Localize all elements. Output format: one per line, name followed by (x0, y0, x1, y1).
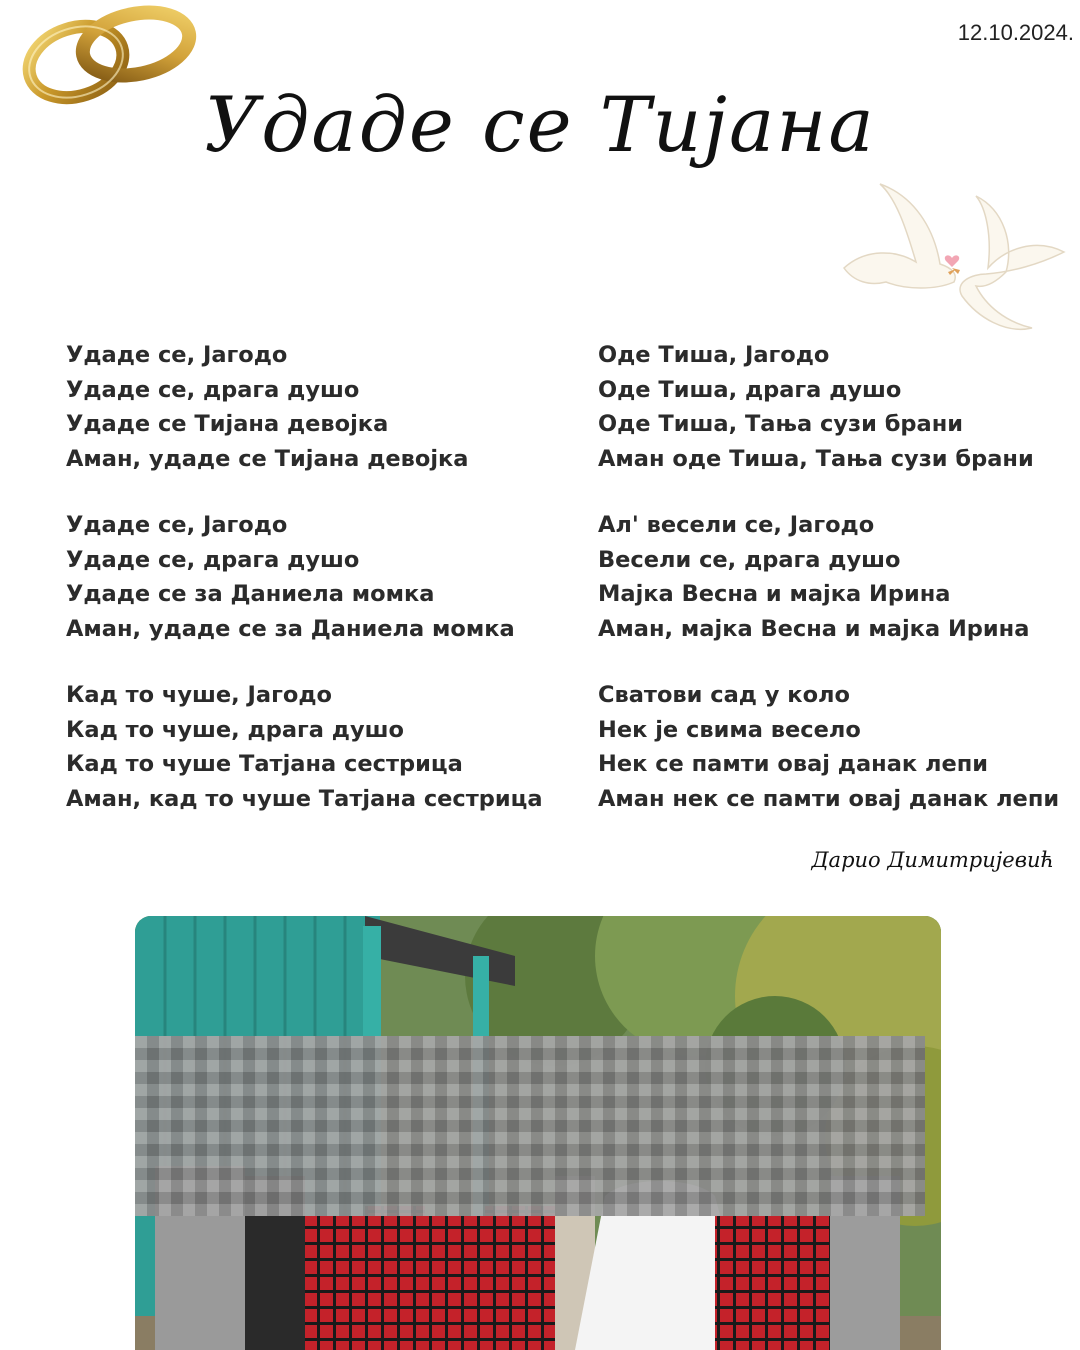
lyric-line: Оде Тиша, Тања сузи брани (598, 411, 964, 437)
lyric-line: Весели се, драга душо (598, 546, 901, 573)
stanza (598, 338, 1068, 476)
lyric-line: Удаде се, Јагодо (66, 342, 288, 368)
lyric-line: Кад то чуше Татјана сестрица (66, 751, 463, 777)
lyric-line: Удаде се, драга душо (66, 546, 360, 573)
author-signature: Дарио Димитријевић (811, 848, 1054, 872)
lyric-line: Оде Тиша, драга душо (598, 376, 902, 403)
stanza (66, 338, 586, 476)
lyric-line: Кад то чуше, Јагодо (66, 682, 332, 708)
stanza (598, 508, 1068, 646)
lyric-line: Кад то чуше, драга душо (66, 716, 404, 743)
poem-title: Удаде се Тијана (204, 80, 876, 169)
lyric-line: Удаде се за Даниела момка (66, 581, 435, 607)
lyrics-right-column (598, 338, 1068, 848)
lyric-line: Оде Тиша, Јагодо (598, 342, 830, 368)
lyric-line: Аман оде Тиша, Тања сузи брани (598, 445, 1034, 472)
lyric-line: Мајка Весна и мајка Ирина (598, 581, 951, 607)
lyric-line: Ал' весели се, Јагодо (598, 512, 875, 538)
lyric-line: Сватови сад у коло (598, 682, 850, 708)
lyric-line: Удаде се, Јагодо (66, 512, 288, 538)
group-photo (135, 916, 941, 1350)
stanza (66, 678, 586, 816)
lyric-line: Аман, удаде се за Даниела момка (66, 615, 515, 642)
stanza (66, 508, 586, 646)
lyric-line: Удаде се Тијана девојка (66, 411, 389, 437)
lyric-line: Аман, мајка Весна и мајка Ирина (598, 615, 1030, 642)
lyric-line: Аман нек се памти овај данак лепи (598, 785, 1060, 812)
lyrics-left-column (66, 338, 586, 848)
lyric-line: Удаде се, драга душо (66, 376, 360, 403)
lyric-line: Аман, кад то чуше Татјана сестрица (66, 785, 543, 812)
lyric-line: Аман, удаде се Тијана девојка (66, 445, 469, 472)
lyric-line: Нек је свима весело (598, 716, 861, 743)
lyric-line: Нек се памти овај данак лепи (598, 751, 989, 777)
stanza (598, 678, 1068, 816)
date-text: 12.10.2024. (957, 20, 1074, 45)
